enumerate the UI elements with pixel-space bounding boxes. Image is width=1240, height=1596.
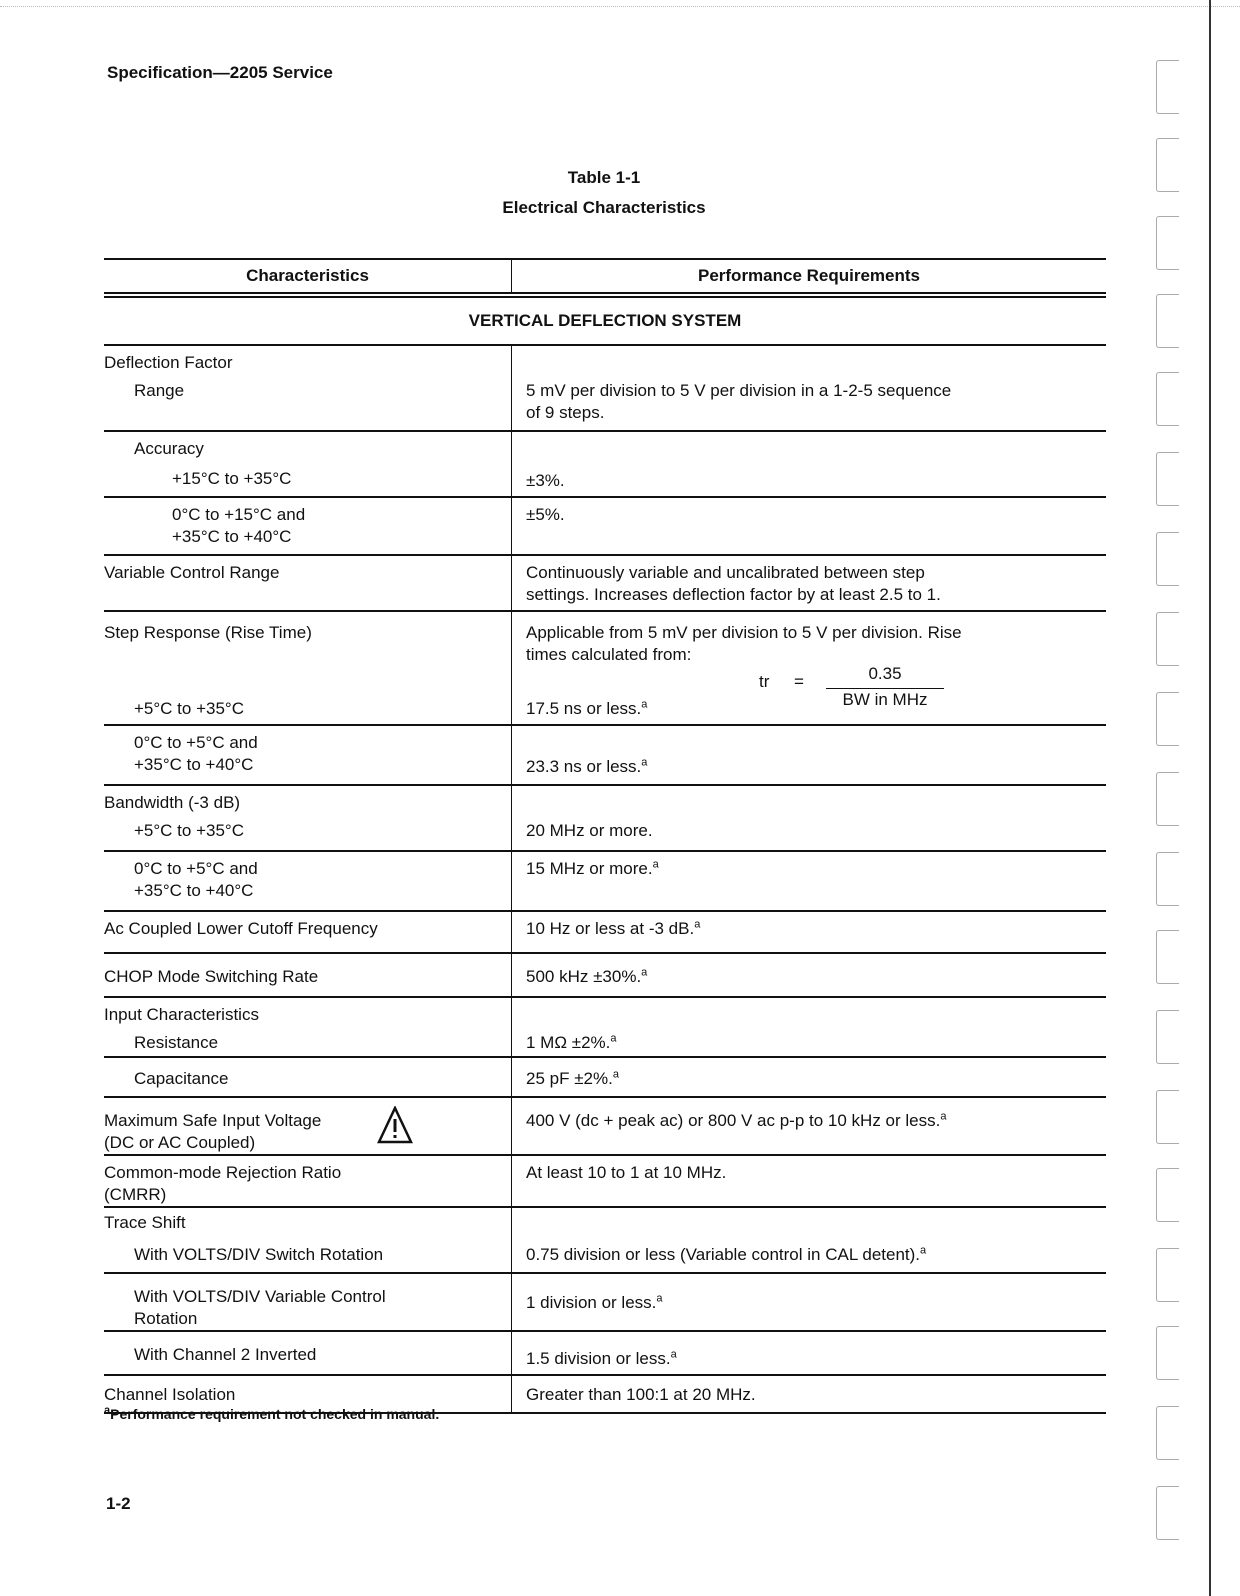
row-label: Maximum Safe Input Voltage	[104, 1111, 322, 1130]
row-value: 400 V (dc + peak ac) or 800 V ac p-p to 10 kHz or less.$^a$	[526, 1110, 947, 1130]
row-value: settings. Increases deflection factor by at least 2.5 to 1.	[526, 585, 941, 604]
binder-tab	[1156, 772, 1179, 826]
binder-tab	[1156, 1406, 1179, 1460]
row-sublabel: +5°C to +35°C	[134, 699, 244, 718]
binder-tab	[1156, 1168, 1179, 1222]
row-value: Greater than 100:1 at 20 MHz.	[526, 1385, 756, 1404]
row-sublabel: +15°C to +35°C	[172, 469, 292, 488]
row-value: ±5%.	[526, 505, 565, 524]
warning-triangle-icon	[377, 1106, 413, 1144]
row-label: CHOP Mode Switching Rate	[104, 967, 319, 986]
row-value: 23.3 ns or less.$^a$	[526, 756, 648, 776]
row-sublabel: Accuracy	[134, 439, 204, 458]
scan-edge-line	[0, 6, 1240, 7]
column-header-characteristics: Characteristics	[104, 260, 512, 292]
row-sublabel: With Channel 2 Inverted	[134, 1345, 317, 1364]
binder-tab	[1156, 60, 1179, 114]
row-value: 1 division or less.$^a$	[526, 1292, 663, 1312]
table-row	[104, 556, 1106, 612]
row-sublabel: Capacitance	[134, 1069, 229, 1088]
row-sublabel: With VOLTS/DIV Switch Rotation	[134, 1245, 384, 1264]
row-sublabel: +35°C to +40°C	[134, 755, 254, 774]
row-label: (DC or AC Coupled)	[104, 1133, 256, 1152]
table-number: Table 1-1	[567, 168, 641, 187]
table-row	[104, 612, 1106, 726]
row-value: 0.75 division or less (Variable control in CAL detent).$^a$	[526, 1244, 927, 1264]
row-value: 17.5 ns or less.$^a$	[526, 698, 648, 718]
binder-tab	[1156, 1248, 1179, 1302]
row-value: Applicable from 5 mV per division to 5 V per division. Rise	[526, 623, 962, 642]
table-header-row	[104, 258, 1106, 298]
row-value: At least 10 to 1 at 10 MHz.	[526, 1163, 727, 1182]
row-label: Deflection Factor	[104, 353, 233, 372]
table-row	[104, 726, 1106, 786]
table-title: Electrical Characteristics	[502, 198, 706, 217]
page-binding-edge	[1209, 0, 1211, 1596]
row-value: 15 MHz or more.$^a$	[526, 858, 659, 878]
row-value: of 9 steps.	[526, 403, 605, 422]
formula-numerator: 0.35	[868, 664, 902, 683]
binder-tab	[1156, 372, 1179, 426]
table-row	[104, 912, 1106, 954]
table-row	[104, 346, 1106, 432]
table-row	[104, 1208, 1106, 1274]
row-sublabel: +5°C to +35°C	[134, 821, 244, 840]
table-row	[104, 954, 1106, 998]
table-row	[104, 998, 1106, 1058]
row-label: Variable Control Range	[104, 563, 280, 582]
row-sublabel: With VOLTS/DIV Variable Control	[134, 1287, 386, 1306]
binder-tab	[1156, 452, 1179, 506]
section-title: VERTICAL DEFLECTION SYSTEM	[468, 311, 742, 330]
row-sublabel: Resistance	[134, 1033, 219, 1052]
row-label: Ac Coupled Lower Cutoff Frequency	[104, 919, 378, 938]
row-sublabel: Rotation	[134, 1309, 198, 1328]
formula-equals: =	[794, 672, 804, 691]
table-row	[104, 1098, 1106, 1156]
binder-tab	[1156, 1090, 1179, 1144]
row-sublabel: 0°C to +15°C and	[172, 505, 306, 524]
formula-lhs: tr	[759, 672, 770, 691]
binder-tab	[1156, 138, 1179, 192]
binder-tab	[1156, 294, 1179, 348]
row-sublabel: +35°C to +40°C	[172, 527, 292, 546]
binder-tab	[1156, 612, 1179, 666]
table-row	[104, 786, 1106, 852]
binder-tab	[1156, 532, 1179, 586]
page-header: Specification—2205 Service	[107, 63, 333, 82]
table-row	[104, 852, 1106, 912]
binder-tab	[1156, 1010, 1179, 1064]
row-value: 25 pF ±2%.$^a$	[526, 1068, 619, 1088]
section-heading-row	[104, 298, 1106, 346]
binder-tab	[1156, 1326, 1179, 1380]
row-label: Step Response (Rise Time)	[104, 623, 312, 642]
binder-tab	[1156, 1486, 1179, 1540]
table-row	[104, 498, 1106, 556]
table-row	[104, 1332, 1106, 1376]
column-header-performance: Performance Requirements	[697, 266, 921, 285]
binder-tab	[1156, 852, 1179, 906]
row-value: 10 Hz or less at -3 dB.$^a$	[526, 918, 701, 938]
table-footnote: $^a$Performance requirement not checked in manual.	[104, 1404, 440, 1422]
row-label: Input Characteristics	[104, 1005, 259, 1024]
row-value: 500 kHz ±30%.$^a$	[526, 966, 648, 986]
page-number: 1-2	[106, 1494, 131, 1513]
binder-tab	[1156, 930, 1179, 984]
table-row	[104, 1058, 1106, 1098]
row-sublabel: Range	[134, 381, 185, 400]
row-value: Continuously variable and uncalibrated between step	[526, 563, 925, 582]
formula-denominator: BW in MHz	[842, 690, 928, 709]
binder-tab	[1156, 216, 1179, 270]
row-value: 1 MΩ ±2%.$^a$	[526, 1032, 617, 1052]
row-value: 1.5 division or less.$^a$	[526, 1348, 677, 1368]
rise-time-formula	[526, 666, 1106, 714]
row-sublabel: 0°C to +5°C and	[134, 733, 258, 752]
row-value: times calculated from:	[526, 645, 692, 664]
row-value: 5 mV per division to 5 V per division in a 1-2-5 sequence	[526, 381, 952, 400]
row-label: Bandwidth (-3 dB)	[104, 793, 241, 812]
row-label: Common-mode Rejection Ratio	[104, 1163, 342, 1182]
row-sublabel: +35°C to +40°C	[134, 881, 254, 900]
table-row	[104, 1274, 1106, 1332]
row-value: 20 MHz or more.	[526, 821, 653, 840]
electrical-characteristics-table	[104, 258, 1106, 1414]
row-label: Trace Shift	[104, 1213, 186, 1232]
table-row	[104, 432, 1106, 498]
row-label: (CMRR)	[104, 1185, 167, 1204]
table-caption	[104, 163, 1104, 223]
table-row	[104, 1156, 1106, 1208]
binder-tab	[1156, 692, 1179, 746]
formula-fraction-bar	[826, 688, 944, 689]
row-value: ±3%.	[526, 471, 565, 490]
row-sublabel: 0°C to +5°C and	[134, 859, 258, 878]
row-label: Channel Isolation	[104, 1385, 236, 1404]
